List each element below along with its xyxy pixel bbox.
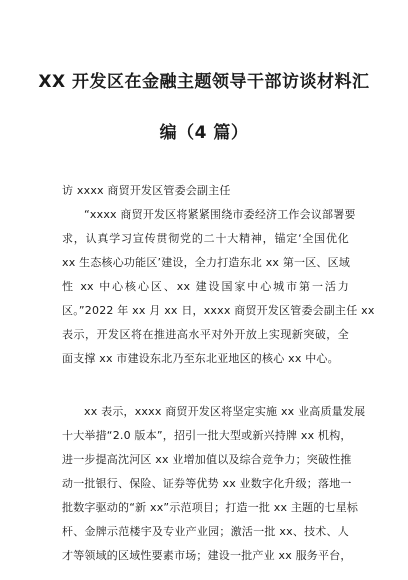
paragraph-1-line: 区。”2022 年 xx 月 xx 日，xxxx 商贸开发区管委会副主任 xx — [62, 304, 375, 317]
interview-intro: 访 xxxx 商贸开发区管委会副主任 — [62, 184, 231, 197]
document-title-line-2: 编（4 篇） — [159, 123, 249, 143]
paragraph-2-line: 动一批银行、保险、证券等优势 xx 业数字化升级；落地一 — [62, 477, 352, 490]
paragraph-2-line: 批数字驱动的“新 xx”示范项目；打造一批 xx 主题的七星标 — [62, 501, 359, 514]
paragraph-1-line: 表示，开发区将在推进高水平对外开放上实现新突破，全 — [62, 328, 349, 341]
paragraph-1-line: “xxxx 商贸开发区将紧紧围绕市委经济工作会议部署要 — [84, 208, 356, 221]
paragraph-1-line: 性 xx 中心核心区、xx 建设国家中心城市第一活力 — [62, 280, 349, 293]
paragraph-2-line: 进一步提高沈河区 xx 业增加值以及综合竞争力；突破性推 — [62, 453, 352, 466]
paragraph-2-line: 才等领域的区域性要素市场；建设一批产业 xx 服务平台， — [62, 549, 352, 562]
paragraph-2-line: 十大举措“2.0 版本”，招引一批大型或新兴持牌 xx 机构， — [62, 429, 352, 442]
paragraph-1-line: 求，认真学习宣传贯彻党的二十大精神，锚定‘全国优化 — [62, 232, 349, 245]
document-title-line-1: XX 开发区在金融主题领导干部访谈材料汇 — [38, 72, 370, 92]
paragraph-1-line: 面支撑 xx 市建设东北乃至东北亚地区的核心 xx 中心。 — [62, 352, 339, 365]
paragraph-2-line: 杆、金牌示范楼宇及专业产业园；激活一批 xx、技术、人 — [62, 525, 349, 538]
paragraph-2-line: xx 表示，xxxx 商贸开发区将坚定实施 xx 业高质量发展 — [84, 405, 366, 418]
paragraph-1-line: xx 生态核心功能区’建设，全力打造东北 xx 第一区、区域 — [62, 256, 351, 269]
